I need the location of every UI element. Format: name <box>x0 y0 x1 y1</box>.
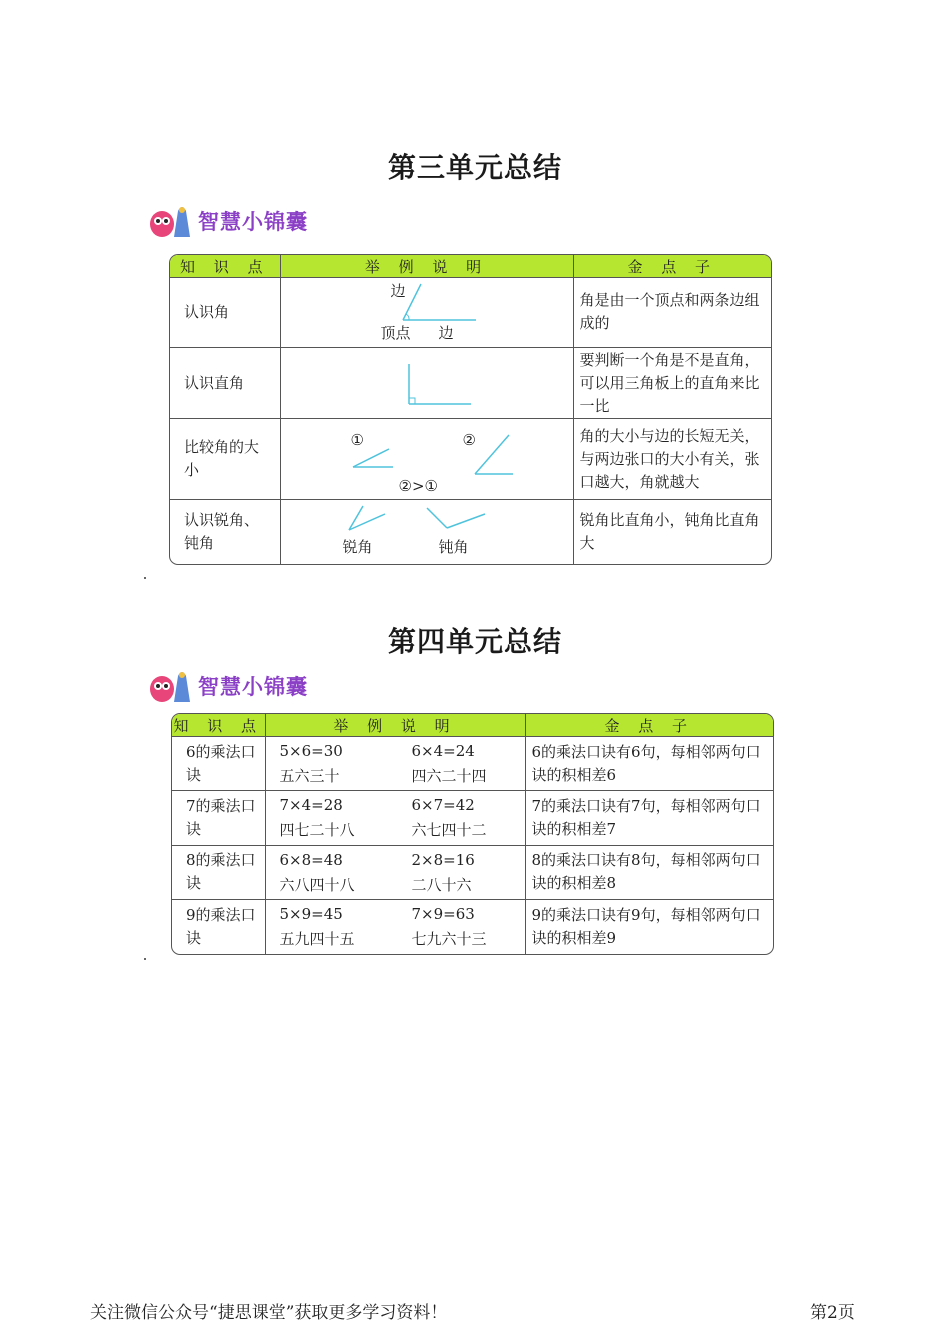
tip-cell: 角的大小与边的长短无关，与两边张口的大小有关，张口越大，角就越大 <box>573 419 771 500</box>
page-number: 第2页 <box>810 1303 855 1323</box>
table-row <box>170 499 771 564</box>
badge-label: 智慧小锦囊 <box>198 210 308 234</box>
example-cell <box>265 845 525 899</box>
example-chant: 四七二十八 <box>279 821 355 840</box>
table-row <box>170 347 771 419</box>
example-chant: 六八四十八 <box>279 875 355 894</box>
example-equation: 6×8=48 <box>279 850 343 869</box>
unit4-title: 第四单元总结 <box>387 625 562 658</box>
example-cell <box>280 419 573 500</box>
tip-cell: 锐角比直角小，钝角比直角大 <box>573 499 771 564</box>
topic-cell: 认识直角 <box>170 347 280 419</box>
example-equation: 2×8=16 <box>411 850 475 869</box>
example-cell <box>265 737 525 791</box>
acute-label: 锐角 <box>342 537 373 556</box>
col-header-knowledge: 知 识 点 <box>172 714 265 737</box>
topic-cell: 6的乘法口诀 <box>172 737 265 791</box>
unit3-badge <box>148 201 308 241</box>
edge-label: 边 <box>438 324 454 343</box>
table-row <box>170 419 771 500</box>
table-row <box>172 845 773 899</box>
example-chant: 七九六十三 <box>411 930 487 949</box>
example-cell <box>280 499 573 564</box>
compare-label: ②>① <box>398 477 438 496</box>
example-cell <box>265 791 525 845</box>
example-chant: 六七四十二 <box>411 821 487 840</box>
example-equation: 7×4=28 <box>279 796 343 815</box>
table-row <box>170 278 771 348</box>
col-header-tip: 金 点 子 <box>525 714 773 737</box>
example-chant: 二八十六 <box>411 875 472 894</box>
topic-cell: 8的乘法口诀 <box>172 845 265 899</box>
example-equation: 7×9=63 <box>411 905 475 924</box>
angle-diagram <box>281 278 574 347</box>
tip-cell: 7的乘法口诀有7句，每相邻两句口诀的积相差7 <box>525 791 773 845</box>
tip-cell: 角是由一个顶点和两条边组成的 <box>573 278 771 348</box>
vertex-label: 顶点 <box>380 324 411 343</box>
example-equation: 5×6=30 <box>279 742 343 761</box>
acute-obtuse-diagram <box>281 500 574 564</box>
topic-cell: 认识角 <box>170 278 280 348</box>
edge-label: 边 <box>390 282 406 301</box>
mascot-icon <box>148 201 192 241</box>
tip-cell: 要判断一个角是不是直角，可以用三角板上的直角来比一比 <box>573 347 771 419</box>
col-header-example: 举 例 说 明 <box>265 714 525 737</box>
col-header-knowledge: 知 识 点 <box>170 255 280 278</box>
example-equation: 5×9=45 <box>279 905 343 924</box>
tip-cell: 9的乘法口诀有9句，每相邻两句口诀的积相差9 <box>525 900 773 954</box>
unit4-table <box>171 713 774 955</box>
table-row <box>172 791 773 845</box>
table-row <box>172 737 773 791</box>
badge-label: 智慧小锦囊 <box>198 675 308 699</box>
example-equation: 6×7=42 <box>411 796 475 815</box>
topic-cell: 比较角的大小 <box>170 419 280 500</box>
angle-1-label: ① <box>350 431 364 450</box>
example-chant: 五九四十五 <box>279 930 355 949</box>
obtuse-label: 钝角 <box>438 537 469 556</box>
right-angle-diagram <box>281 348 574 419</box>
unit3-table <box>169 254 772 565</box>
table-row <box>172 900 773 954</box>
mascot-icon <box>148 666 192 706</box>
tip-cell: 6的乘法口诀有6句，每相邻两句口诀的积相差6 <box>525 737 773 791</box>
example-cell <box>280 278 573 348</box>
unit4-badge <box>148 666 308 706</box>
example-chant: 四六二十四 <box>411 767 487 786</box>
topic-cell: 7的乘法口诀 <box>172 791 265 845</box>
example-chant: 五六三十 <box>279 767 340 786</box>
topic-cell: 认识锐角、钝角 <box>170 499 280 564</box>
angle-2-label: ② <box>462 431 476 450</box>
col-header-tip: 金 点 子 <box>573 255 771 278</box>
example-equation: 6×4=24 <box>411 742 475 761</box>
example-cell <box>265 900 525 954</box>
example-cell <box>280 347 573 419</box>
unit3-title: 第三单元总结 <box>387 151 562 184</box>
topic-cell: 9的乘法口诀 <box>172 900 265 954</box>
footer-note: 关注微信公众号“捷思课堂”获取更多学习资料！ <box>90 1303 448 1323</box>
col-header-example: 举 例 说 明 <box>280 255 573 278</box>
tip-cell: 8的乘法口诀有8句，每相邻两句口诀的积相差8 <box>525 845 773 899</box>
